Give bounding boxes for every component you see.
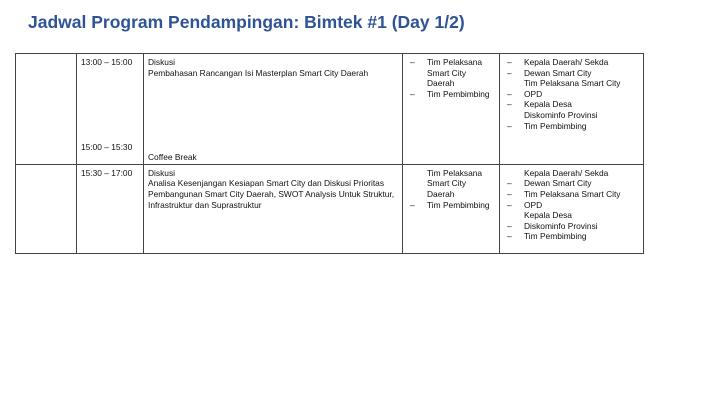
list-item: – Tim Pelaksana Smart City Daerah xyxy=(407,57,495,89)
list-item: – OPD xyxy=(504,200,639,211)
list-item: – OPD xyxy=(504,89,639,100)
role-list xyxy=(504,57,639,131)
list-item: Kepala Desa xyxy=(524,210,572,221)
time-cell xyxy=(77,164,144,253)
facilitator-cell xyxy=(403,164,500,253)
list-item: Tim Pelaksana Smart City Daerah xyxy=(427,167,483,199)
list-item: – Tim Pembimbing xyxy=(504,231,639,242)
time-slot: 13:00 – 15:00 xyxy=(81,57,133,67)
list-item: Diskominfo Provinsi xyxy=(524,109,598,120)
list-item: – Dewan Smart City xyxy=(504,178,639,189)
schedule-table xyxy=(15,53,644,254)
list-item: – Diskominfo Provinsi xyxy=(504,221,639,232)
participant-cell xyxy=(500,164,644,253)
activity-type: Diskusi xyxy=(148,57,175,67)
list-item: Tim Pelaksana Smart City xyxy=(524,78,621,89)
facilitator-cell xyxy=(403,54,500,165)
list-item: Kepala Daerah/ Sekda xyxy=(524,167,609,178)
activity-description: Analisa Kesenjangan Kesiapan Smart City dan Diskusi Prioritas Pembangunan Smart City Daerah, SWOT Analysis Untuk Struktur, Infrastruktur dan Suprastruktur xyxy=(148,178,395,210)
activity-type: Diskusi xyxy=(148,167,175,178)
time-slot: 15:30 – 17:00 xyxy=(81,167,133,178)
table-row xyxy=(16,164,644,253)
list-item: – Kepala Daerah/ Sekda xyxy=(504,57,639,68)
list-item: – Tim Pembimbing xyxy=(407,89,495,100)
list-item: – Tim Pembimbing xyxy=(407,200,495,211)
page-title: Jadwal Program Pendampingan: Bimtek #1 (Day 1/2) xyxy=(28,12,465,32)
list-item: – Tim Pembimbing xyxy=(504,121,639,132)
time-slot: 15:00 – 15:30 xyxy=(81,141,133,152)
participant-cell xyxy=(500,54,644,165)
role-list xyxy=(407,57,495,99)
activity-cell xyxy=(144,54,403,165)
time-cell xyxy=(77,54,144,165)
activity-description: Pembahasan Rancangan Isi Masterplan Smart City Daerah xyxy=(148,67,369,78)
list-item: – Dewan Smart City xyxy=(504,68,639,79)
activity-cell xyxy=(144,164,403,253)
list-item: – Kepala Desa xyxy=(504,99,639,110)
list-item: – Tim Pelaksana Smart City xyxy=(504,189,639,200)
role-list xyxy=(504,168,639,242)
role-list xyxy=(407,168,495,210)
break-label: Coffee Break xyxy=(148,152,197,163)
blank-cell xyxy=(16,54,77,165)
blank-cell xyxy=(16,164,77,253)
table-row xyxy=(16,54,644,165)
